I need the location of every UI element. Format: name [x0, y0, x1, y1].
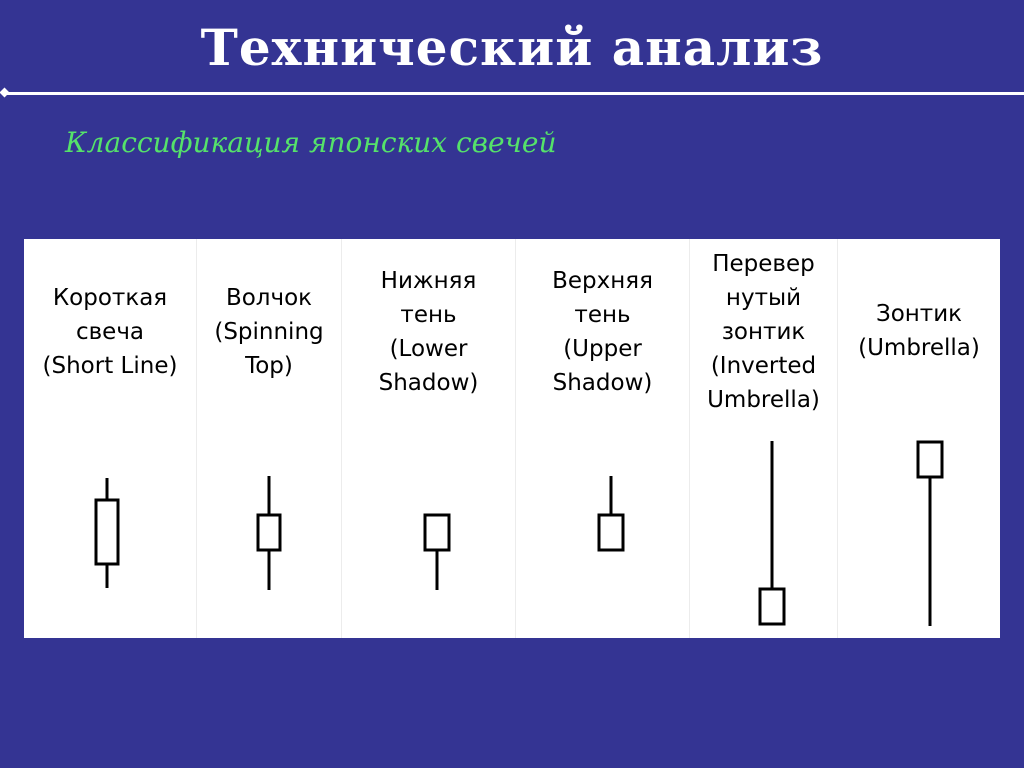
label-line: Umbrella): [707, 387, 820, 413]
label-line: свеча: [75, 319, 145, 345]
column-umbrella: [838, 239, 1000, 638]
candle-body: [918, 442, 942, 477]
candle-inverted-umbrella: [690, 239, 838, 638]
candle-spinning-top: [197, 239, 342, 638]
candle-body: [760, 589, 784, 624]
label-line: Зонтик: [875, 301, 963, 327]
divider-diamond-ornament: [0, 88, 9, 98]
label-line: (Inverted: [710, 353, 817, 379]
candle-umbrella: [838, 239, 1000, 638]
candle-lower-shadow: [342, 239, 516, 638]
candle-body: [258, 515, 280, 550]
column-inverted-umbrella: [690, 239, 838, 638]
label-line: зонтик: [721, 319, 806, 345]
label-line: тень: [400, 302, 457, 328]
candle-body: [599, 515, 623, 550]
label-line: нутый: [725, 285, 802, 311]
column-upper-shadow: [516, 239, 690, 638]
label-line: (Umbrella): [858, 335, 980, 361]
label-line: (Lower: [389, 336, 468, 362]
label-line: Shadow): [552, 370, 653, 396]
candle-short-line: [24, 239, 197, 638]
label-line: Нижняя: [380, 268, 477, 294]
label-line: Перевер: [712, 251, 815, 277]
label-line: (Short Line): [42, 353, 178, 379]
label-line: Волчок: [225, 285, 313, 311]
label-line: Короткая: [52, 285, 168, 311]
slide-title: Технический анализ: [200, 18, 824, 77]
column-lower-shadow: [342, 239, 516, 638]
candle-upper-shadow: [516, 239, 690, 638]
label-line: Верхняя: [552, 268, 653, 294]
candlestick-classification-table: [24, 239, 1000, 638]
label-line: (Spinning: [214, 319, 324, 345]
label-line: тень: [574, 302, 631, 328]
label-line: Shadow): [378, 370, 479, 396]
label-line: Top): [245, 353, 293, 379]
column-spinning-top: [197, 239, 342, 638]
candle-body: [425, 515, 449, 550]
label-line: (Upper: [563, 336, 642, 362]
slide-subtitle: Классификация японских свечей: [65, 126, 557, 159]
column-short-line: [24, 239, 197, 638]
candle-body: [96, 500, 118, 564]
title-divider: [6, 92, 1024, 95]
